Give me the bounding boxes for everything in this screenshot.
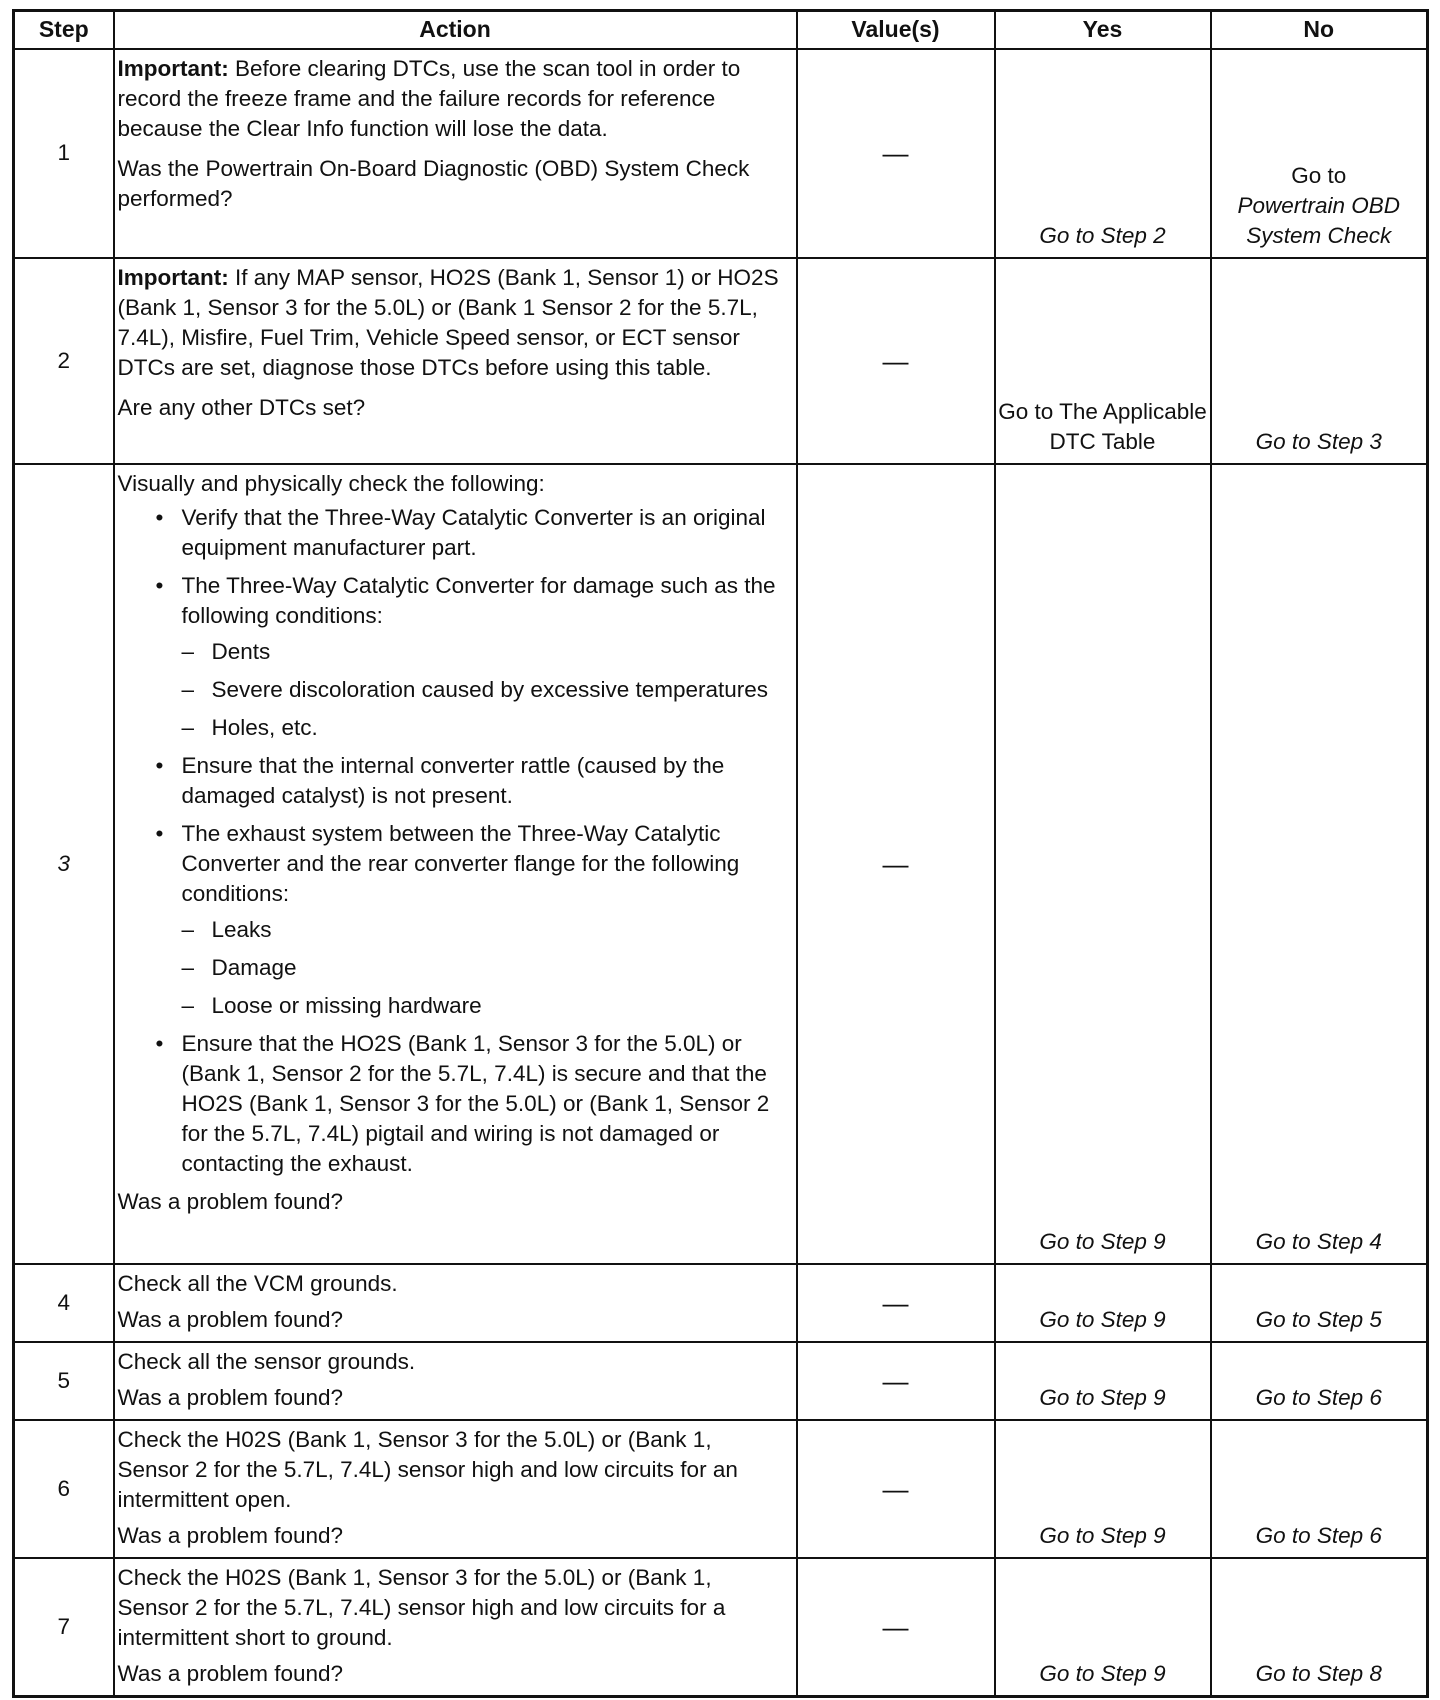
list-item [118,503,788,563]
sub-list-item [182,915,788,945]
bullet-icon: • [155,504,164,530]
value-cell: — [797,464,995,1264]
header-row [14,11,1428,49]
action-cell [114,1420,797,1558]
bullet-icon: • [155,572,164,598]
goto-link[interactable]: Go to Step 9 [1039,1228,1166,1254]
table-row-step-6 [14,1420,1428,1558]
list-item-text: Ensure that the internal converter rattle (caused by the damaged catalyst) is not present. [181,752,725,808]
no-cell [1211,49,1428,258]
header-step: Step [14,11,114,49]
list-item-text: The exhaust system between the Three-Way Catalytic Converter and the rear converter flange for the following conditions: [181,820,740,906]
action-text: Check all the sensor grounds. [117,1348,416,1374]
sub-list-item-text: Loose or missing hardware [211,992,482,1018]
yes-cell [995,49,1211,258]
action-text [118,54,788,144]
yes-cell [995,1558,1211,1697]
goto-link[interactable]: Go to Step 6 [1255,1384,1382,1410]
no-cell [1211,1264,1428,1342]
action-text: Check the H02S (Bank 1, Sensor 3 for the 5.0L) or (Bank 1, Sensor 2 for the 5.7L, 7.4L) sensor high and low circuits for an intermittent open. [117,1426,738,1512]
diagnostic-table [12,9,1429,1698]
action-cell [114,1558,797,1697]
no-cell [1211,464,1428,1264]
bullet-icon: • [155,820,164,846]
goto-link[interactable]: Go to Step 9 [1039,1522,1166,1548]
goto-link[interactable]: Go to Step 4 [1255,1228,1382,1254]
sub-list-item-text: Leaks [211,916,272,942]
sub-list [182,915,788,1021]
action-cell [114,1264,797,1342]
yes-cell [995,1264,1211,1342]
yes-cell [995,1420,1211,1558]
sub-list-item [182,713,788,743]
header-values: Value(s) [797,11,995,49]
dash-icon: – [181,954,195,980]
check-list [118,503,788,1179]
action-question: Was a problem found? [117,1384,344,1410]
dash-icon: – [181,714,195,740]
sub-list-item [182,953,788,983]
step-number: 2 [14,258,114,464]
action-question: Was a problem found? [117,1660,344,1686]
table-row-step-4 [14,1264,1428,1342]
goto-link[interactable]: Go to Step 5 [1255,1306,1382,1332]
action-instruction: If any MAP sensor, HO2S (Bank 1, Sensor 1) or HO2S (Bank 1, Sensor 3 for the 5.0L) or (Bank 1 Sensor 2 for the 5.7L, 7.4L), Misfire, Fuel Trim, Vehicle Speed sensor, or ECT sensor DTCs are set, diagnose those DTCs before using this table. [117,264,779,380]
table-row-step-1 [14,49,1428,258]
action-text: Check the H02S (Bank 1, Sensor 3 for the 5.0L) or (Bank 1, Sensor 2 for the 5.7L, 7.4L) sensor high and low circuits for a intermittent short to ground. [117,1564,726,1650]
sub-list-item [182,991,788,1021]
step-number: 5 [14,1342,114,1420]
action-question: Are any other DTCs set? [117,394,366,420]
step-number: 1 [14,49,114,258]
list-item [118,819,788,1021]
table-row-step-7 [14,1558,1428,1697]
action-intro: Visually and physically check the following: [117,470,545,496]
action-cell [114,464,797,1264]
goto-link-obd-system-check[interactable]: Powertrain OBD System Check [1237,192,1401,248]
action-text: Check all the VCM grounds. [117,1270,398,1296]
action-question: Was a problem found? [117,1522,344,1548]
table-row-step-3 [14,464,1428,1264]
no-cell [1211,1342,1428,1420]
bullet-icon: • [155,752,164,778]
value-cell: — [797,1264,995,1342]
no-cell [1211,258,1428,464]
list-item [118,751,788,811]
goto-link[interactable]: Go to Step 6 [1255,1522,1382,1548]
sub-list-item-text: Damage [211,954,297,980]
step-number: 7 [14,1558,114,1697]
action-text [118,263,788,383]
action-instruction: Before clearing DTCs, use the scan tool in order to record the freeze frame and the failure records for reference because the Clear Info function will lose the data. [117,55,741,141]
dash-icon: – [181,992,195,1018]
dash-icon: – [181,638,195,664]
action-question: Was a problem found? [117,1188,344,1214]
header-yes: Yes [995,11,1211,49]
goto-link-dtc-table[interactable]: Go to The Applicable DTC Table [998,398,1207,454]
dash-icon: – [181,676,195,702]
important-label: Important: [117,264,229,290]
step-number: 3 [14,464,114,1264]
value-cell: — [797,49,995,258]
goto-link[interactable]: Go to Step 9 [1039,1384,1166,1410]
goto-link[interactable]: Go to Step 9 [1039,1306,1166,1332]
sub-list [182,637,788,743]
action-question: Was a problem found? [117,1306,344,1332]
bullet-icon: • [155,1030,164,1056]
list-item [118,1029,788,1179]
no-cell [1211,1420,1428,1558]
goto-link[interactable]: Go to Step 8 [1255,1660,1382,1686]
header-no: No [1211,11,1428,49]
important-label: Important: [117,55,229,81]
action-cell [114,1342,797,1420]
list-item-text: Verify that the Three-Way Catalytic Converter is an original equipment manufacturer part. [181,504,766,560]
step-number: 6 [14,1420,114,1558]
sub-list-item [182,675,788,705]
goto-link[interactable]: Go to Step 2 [1039,222,1166,248]
list-item-text: Ensure that the HO2S (Bank 1, Sensor 3 for the 5.0L) or (Bank 1, Sensor 2 for the 5.7L, 7.4L) is secure and that the HO2S (Bank 1, Sensor 3 for the 5.0L) or (Bank 1, Sensor 2 for the 5.7L, 7.4L) pigtail and wiring is not damaged or contacting the exhaust. [181,1030,770,1176]
value-cell: — [797,1342,995,1420]
action-cell [114,258,797,464]
table-row-step-5 [14,1342,1428,1420]
sub-list-item-text: Severe discoloration caused by excessive temperatures [211,676,769,702]
dash-icon: – [181,916,195,942]
yes-cell [995,258,1211,464]
step-number: 4 [14,1264,114,1342]
table-row-step-2 [14,258,1428,464]
no-cell [1211,1558,1428,1697]
action-cell [114,49,797,258]
list-item [118,571,788,743]
sub-list-item-text: Dents [211,638,271,664]
action-question: Was the Powertrain On-Board Diagnostic (OBD) System Check performed? [117,155,750,211]
yes-cell [995,464,1211,1264]
goto-link[interactable]: Go to Step 3 [1255,428,1382,454]
value-cell: — [797,1420,995,1558]
list-item-text: The Three-Way Catalytic Converter for damage such as the following conditions: [181,572,776,628]
sub-list-item-text: Holes, etc. [211,714,318,740]
goto-link[interactable]: Go to Step 9 [1039,1660,1166,1686]
header-action: Action [114,11,797,49]
value-cell: — [797,258,995,464]
goto-prefix: Go to [1291,162,1347,188]
value-cell: — [797,1558,995,1697]
yes-cell [995,1342,1211,1420]
sub-list-item [182,637,788,667]
